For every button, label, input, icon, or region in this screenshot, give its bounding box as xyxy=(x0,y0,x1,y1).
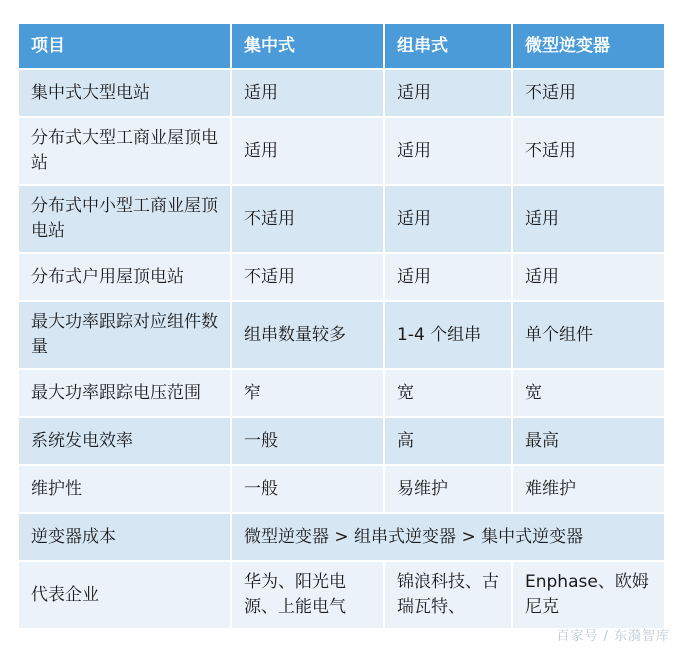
table-cell: 最高 xyxy=(512,417,665,465)
row-label: 最大功率跟踪电压范围 xyxy=(18,369,231,417)
table-row xyxy=(18,253,665,301)
header-item: 项目 xyxy=(18,23,231,69)
row-label: 集中式大型电站 xyxy=(18,69,231,117)
table-cell: 高 xyxy=(384,417,512,465)
table-cell: 1-4 个组串 xyxy=(384,301,512,369)
row-label: 最大功率跟踪对应组件数量 xyxy=(18,301,231,369)
table-cell: 适用 xyxy=(512,185,665,253)
row-label: 分布式户用屋顶电站 xyxy=(18,253,231,301)
table-cell: 单个组件 xyxy=(512,301,665,369)
table-cell: 一般 xyxy=(231,465,384,513)
table-row xyxy=(18,369,665,417)
table-cell: 不适用 xyxy=(512,117,665,185)
table-cell: 宽 xyxy=(384,369,512,417)
table-cell: 适用 xyxy=(384,117,512,185)
table-row xyxy=(18,561,665,629)
header-string: 组串式 xyxy=(384,23,512,69)
table-cell: 适用 xyxy=(512,253,665,301)
table-cell: 锦浪科技、古瑞瓦特、 xyxy=(384,561,512,629)
table-cell: 一般 xyxy=(231,417,384,465)
table-cell: 易维护 xyxy=(384,465,512,513)
table-cell: 适用 xyxy=(231,69,384,117)
comparison-table-wrapper xyxy=(17,22,664,630)
table-row xyxy=(18,185,665,253)
header-micro: 微型逆变器 xyxy=(512,23,665,69)
table-cell: 华为、阳光电源、上能电气 xyxy=(231,561,384,629)
table-cell: Enphase、欧姆尼克 xyxy=(512,561,665,629)
table-cell: 不适用 xyxy=(231,185,384,253)
table-cell: 适用 xyxy=(384,253,512,301)
table-cell: 适用 xyxy=(384,185,512,253)
table-cell: 不适用 xyxy=(512,69,665,117)
table-cell: 组串数量较多 xyxy=(231,301,384,369)
cost-ranking-cell: 微型逆变器 > 组串式逆变器 > 集中式逆变器 xyxy=(231,513,665,561)
table-row xyxy=(18,117,665,185)
row-label: 逆变器成本 xyxy=(18,513,231,561)
row-label: 分布式中小型工商业屋顶电站 xyxy=(18,185,231,253)
row-label: 维护性 xyxy=(18,465,231,513)
table-cell: 难维护 xyxy=(512,465,665,513)
watermark: 百家号 / 东漪智库 xyxy=(556,629,670,644)
table-cell: 窄 xyxy=(231,369,384,417)
table-row xyxy=(18,513,665,561)
table-header-row xyxy=(18,23,665,69)
table-row xyxy=(18,465,665,513)
table-cell: 不适用 xyxy=(231,253,384,301)
inverter-comparison-table xyxy=(17,22,666,630)
table-row xyxy=(18,417,665,465)
table-cell: 适用 xyxy=(231,117,384,185)
table-row xyxy=(18,69,665,117)
table-row xyxy=(18,301,665,369)
table-cell: 适用 xyxy=(384,69,512,117)
table-cell: 宽 xyxy=(512,369,665,417)
row-label: 分布式大型工商业屋顶电站 xyxy=(18,117,231,185)
row-label: 代表企业 xyxy=(18,561,231,629)
header-centralized: 集中式 xyxy=(231,23,384,69)
row-label: 系统发电效率 xyxy=(18,417,231,465)
